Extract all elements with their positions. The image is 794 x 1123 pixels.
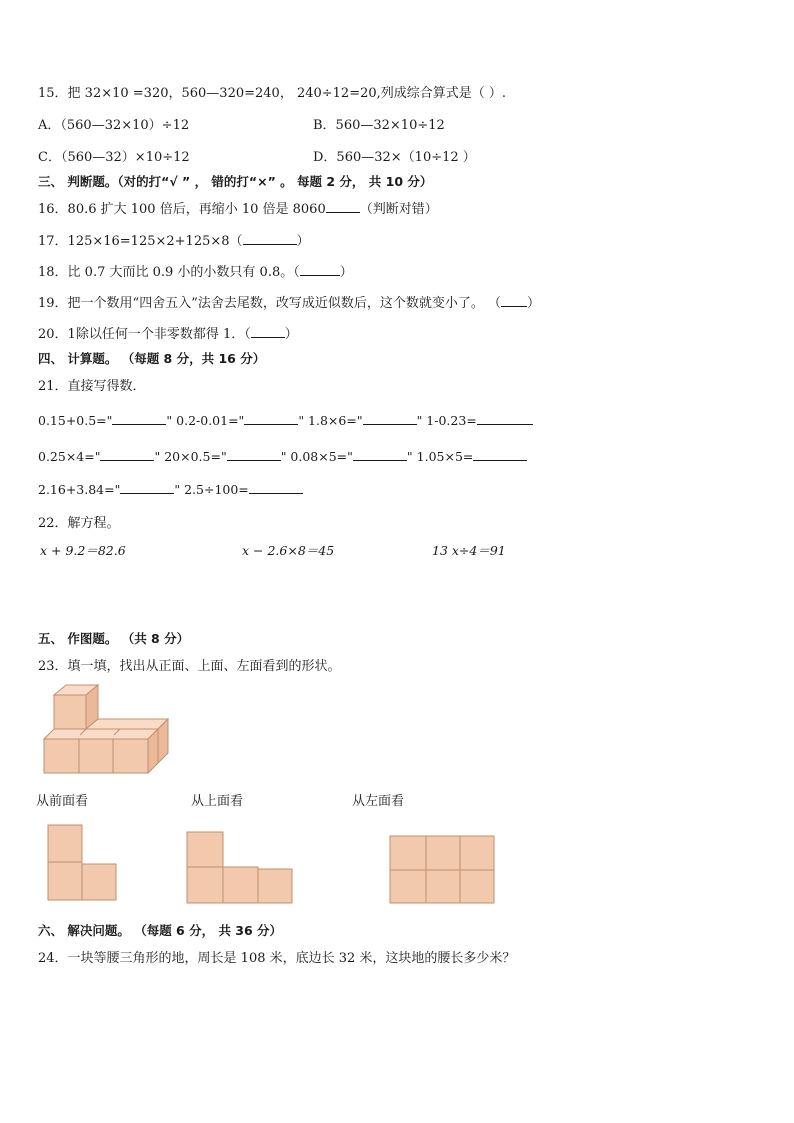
section3-title: 三、 判断题。（对的打“√ ” ， 错的打“×” 。 每题 2 分， 共 10 分） <box>38 174 433 189</box>
square <box>48 862 82 900</box>
square <box>82 864 116 900</box>
q15-option-b: B．560—32×10÷12 <box>313 118 445 133</box>
q24-text: 24．一块等腰三角形的地，周长是 108 米，底边长 32 米，这块地的腰长多少米？ <box>38 951 516 966</box>
left-view-figure <box>388 834 498 906</box>
q17-suffix: ） <box>296 234 310 249</box>
q21-row-3 <box>38 481 303 497</box>
square <box>426 836 460 870</box>
q20-blank[interactable] <box>251 325 285 338</box>
square <box>258 869 292 903</box>
q21-item: " 1.8×6=" <box>298 413 363 428</box>
square <box>48 825 82 862</box>
q15-stem: 15．把 32×10 =320，560—320=240， 240÷12=20,列成综合算式是（ ）. <box>38 86 507 101</box>
label-top-view: 从上面看 <box>191 794 244 809</box>
cube-front-face <box>113 739 148 773</box>
q18-suffix: ） <box>339 265 353 280</box>
answer-blank[interactable] <box>477 412 533 425</box>
square <box>390 836 426 870</box>
square <box>426 870 460 903</box>
square <box>187 832 223 867</box>
square <box>460 836 494 870</box>
q21-item: " 1-0.23= <box>416 413 477 428</box>
q21-item: 0.15+0.5=" <box>38 413 113 428</box>
square <box>223 867 258 903</box>
q15-option-d: D．560—32×（10÷12 ） <box>313 150 476 165</box>
front-view-figure <box>46 824 120 902</box>
q21-item: " 1.05×5= <box>406 449 474 464</box>
q18 <box>38 261 353 280</box>
cube-front-face <box>44 739 79 773</box>
q17-text: 17．125×16=125×2+125×8（ <box>38 234 243 249</box>
answer-blank[interactable] <box>473 448 527 461</box>
q22-equation-3: 13 x÷4＝91 <box>432 543 506 558</box>
answer-blank[interactable] <box>353 448 407 461</box>
answer-blank[interactable] <box>244 412 298 425</box>
square <box>187 867 223 903</box>
cube-top-face <box>44 729 158 739</box>
q18-blank[interactable] <box>300 263 340 276</box>
q15-option-c: C．（560—32）×10÷12 <box>38 150 190 165</box>
square <box>390 870 426 903</box>
q21-item: " 20×0.5=" <box>154 449 227 464</box>
cube-structure-figure <box>40 683 175 778</box>
cube-front-face <box>79 739 113 773</box>
q21-stem: 21．直接写得数． <box>38 379 146 394</box>
q21-item: " 0.08×5=" <box>280 449 353 464</box>
section6-title: 六、 解决问题。 （每题 6 分， 共 36 分） <box>38 923 283 938</box>
q20-text: 20．1除以任何一个非零数都得 1．（ <box>38 327 251 342</box>
q21-item: 2.16+3.84=" <box>38 482 121 497</box>
q17 <box>38 230 310 249</box>
label-front-view: 从前面看 <box>36 794 89 809</box>
cube-front-face <box>54 695 86 729</box>
q17-blank[interactable] <box>243 232 297 245</box>
q21-item: " 0.2-0.01=" <box>166 413 245 428</box>
top-view-figure <box>185 830 295 905</box>
q21-item: " 2.5÷100= <box>174 482 249 497</box>
q21-row-2 <box>38 448 527 464</box>
answer-blank[interactable] <box>100 448 154 461</box>
q20-suffix: ） <box>284 327 298 342</box>
cube-top-face <box>86 719 168 729</box>
q23-stem: 23．填一填，找出从正面、上面、左面看到的形状。 <box>38 659 341 674</box>
label-left-view: 从左面看 <box>352 794 405 809</box>
answer-blank[interactable] <box>120 481 174 494</box>
q19-blank[interactable] <box>501 294 527 307</box>
square <box>460 870 494 903</box>
q15-option-a: A．（560—32×10）÷12 <box>38 118 190 133</box>
q16-suffix: （判断对错） <box>359 202 438 217</box>
q19-text: 19．把一个数用“四舍五入”法舍去尾数，改写成近似数后，这个数就变小了。 （ <box>38 296 501 311</box>
answer-blank[interactable] <box>363 412 417 425</box>
q21-item: 0.25×4=" <box>38 449 101 464</box>
q20 <box>38 323 298 342</box>
q22-stem: 22．解方程。 <box>38 516 120 531</box>
q18-text: 18．比 0.7 大而比 0.9 小的小数只有 0.8。（ <box>38 265 300 280</box>
answer-blank[interactable] <box>112 412 166 425</box>
answer-blank[interactable] <box>249 481 303 494</box>
q16 <box>38 198 438 217</box>
section5-title: 五、 作图题。 （共 8 分） <box>38 631 190 646</box>
q19-suffix: ） <box>526 296 540 311</box>
q22-equation-2: x − 2.6×8＝45 <box>242 543 335 558</box>
q21-row-1 <box>38 412 533 428</box>
answer-blank[interactable] <box>227 448 281 461</box>
section4-title: 四、 计算题。 （每题 8 分，共 16 分） <box>38 351 266 366</box>
q16-blank[interactable] <box>326 200 360 213</box>
q19 <box>38 292 540 311</box>
q16-text: 16．80.6 扩大 100 倍后，再缩小 10 倍是 8060 <box>38 202 326 217</box>
q22-equation-1: x + 9.2＝82.6 <box>40 543 126 558</box>
